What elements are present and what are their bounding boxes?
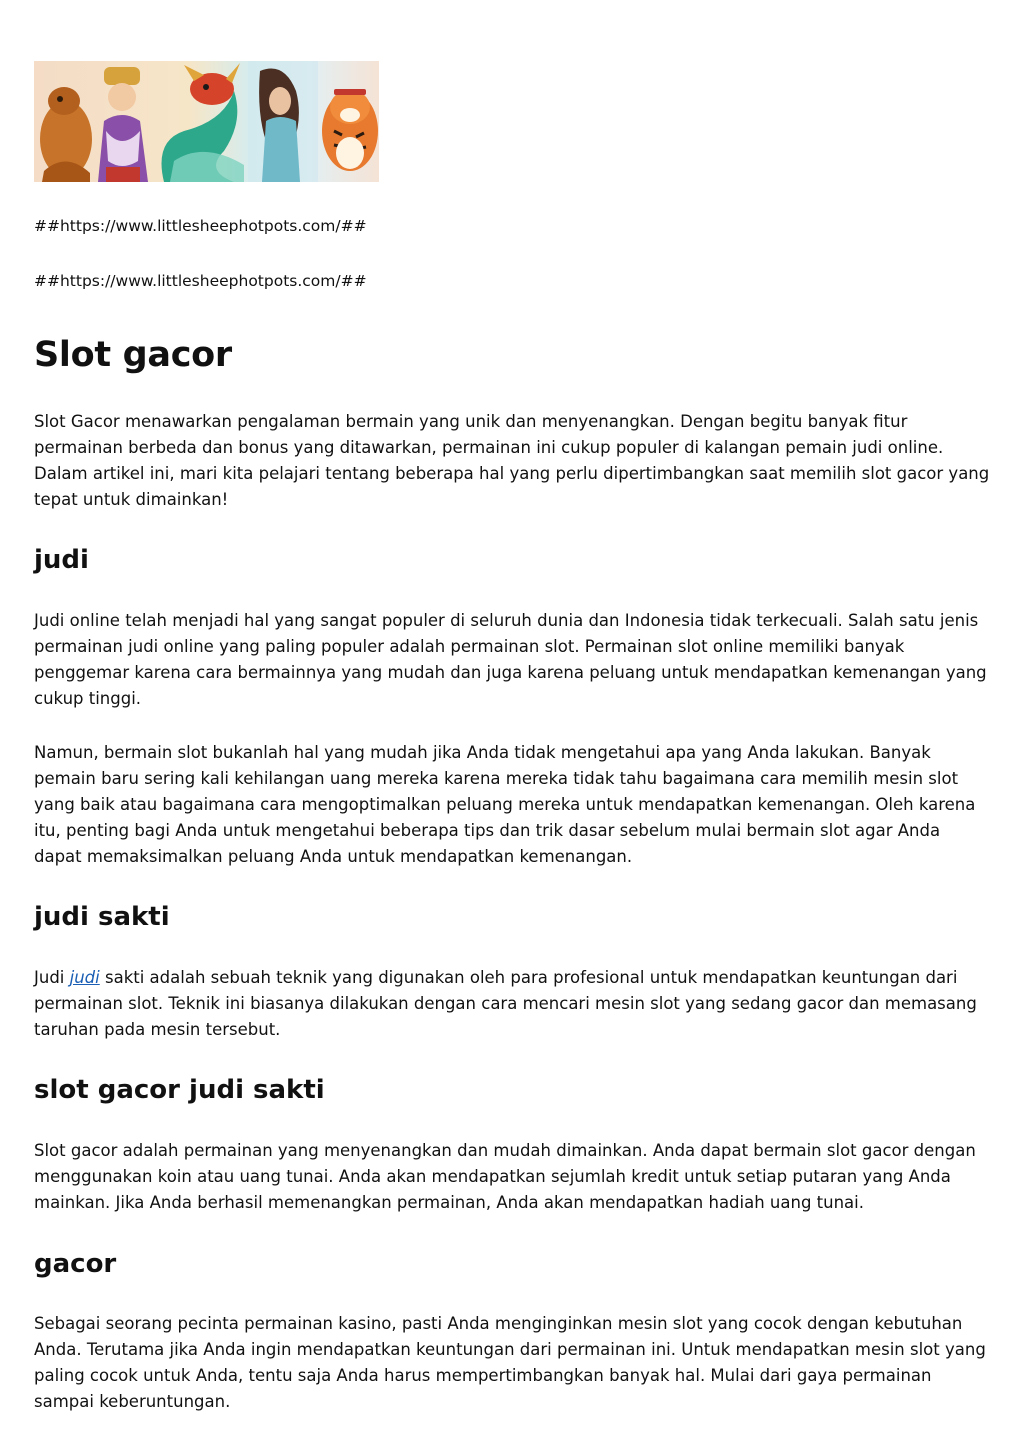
intro-paragraph: Slot Gacor menawarkan pengalaman bermain yang unik dan menyenangkan. Dengan begitu banyak fitur permainan berbeda dan bonus yang ditawarkan, permainan ini cukup populer di kalangan pemain judi online. Dalam artikel ini, mari kita pelajari tentang beberapa hal yang perlu dipertimbangkan saat memilih slot gacor yang tepat untuk dimainkan! [34, 412, 990, 509]
section-heading-gacor: gacor [34, 1249, 117, 1279]
paragraph-suffix: sakti adalah sebuah teknik yang digunakan oleh para profesional untuk mendapatkan keuntungan dari permainan slot. Teknik ini biasanya dilakukan dengan cara mencari mesin slot yang sedang gacor dan memasang taruhan pada mesin tersebut. [34, 968, 977, 1039]
judi-paragraph-1: Judi online telah menjadi hal yang sangat populer di seluruh dunia dan Indonesia tidak terkecuali. Salah satu jenis permainan judi online yang paling populer adalah permainan slot. Permainan slot online memiliki banyak penggemar karena cara bermainnya yang mudah dan juga karena peluang untuk mendapatkan kemenangan yang cukup tinggi. [34, 611, 987, 708]
judi-paragraph-2: Namun, bermain slot bukanlah hal yang mudah jika Anda tidak mengetahui apa yang Anda lakukan. Banyak pemain baru sering kali kehilangan uang mereka karena mereka tidak tahu bagaimana cara memilih mesin slot yang baik atau bagaimana cara mengoptimalkan peluang mereka untuk mendapatkan kemenangan. Oleh karena itu, penting bagi Anda untuk mengetahui beberapa tips dan trik dasar sebelum mulai bermain slot agar Anda dapat memaksimalkan peluang Anda untuk mendapatkan kemenangan. [34, 743, 976, 866]
section-heading-slot-gacor-judi-sakti: slot gacor judi sakti [34, 1075, 325, 1105]
banner-illustration [34, 61, 379, 182]
judi-sakti-paragraph [34, 965, 992, 1043]
slot-characters-banner [34, 61, 379, 182]
mermaid-figure [248, 61, 318, 182]
section-heading-judi: judi [34, 545, 89, 575]
slot-gacor-paragraph: Slot gacor adalah permainan yang menyenangkan dan mudah dimainkan. Anda dapat bermain slot gacor dengan menggunakan koin atau uang tunai. Anda akan mendapatkan sejumlah kredit untuk setiap putaran yang Anda mainkan. Jika Anda berhasil memenangkan permainan, Anda akan mendapatkan hadiah uang tunai. [34, 1141, 976, 1212]
gacor-paragraph: Sebagai seorang pecinta permainan kasino, pasti Anda menginginkan mesin slot yang cocok dengan kebutuhan Anda. Terutama jika Anda ingin mendapatkan keuntungan dari permainan ini. Untuk mendapatkan mesin slot yang paling cocok untuk Anda, tentu saja Anda harus mempertimbangkan banyak hal. Mulai dari gaya permainan sampai keberuntungan. [34, 1314, 986, 1411]
source-url-line: ##https://www.littlesheephotpots.com/## [34, 272, 367, 290]
source-url-line: ##https://www.littlesheephotpots.com/## [34, 217, 367, 235]
judi-link[interactable]: judi [69, 968, 100, 987]
page-title: Slot gacor [34, 335, 232, 375]
section-heading-judi-sakti: judi sakti [34, 902, 170, 932]
paragraph-prefix: Judi [34, 968, 70, 987]
